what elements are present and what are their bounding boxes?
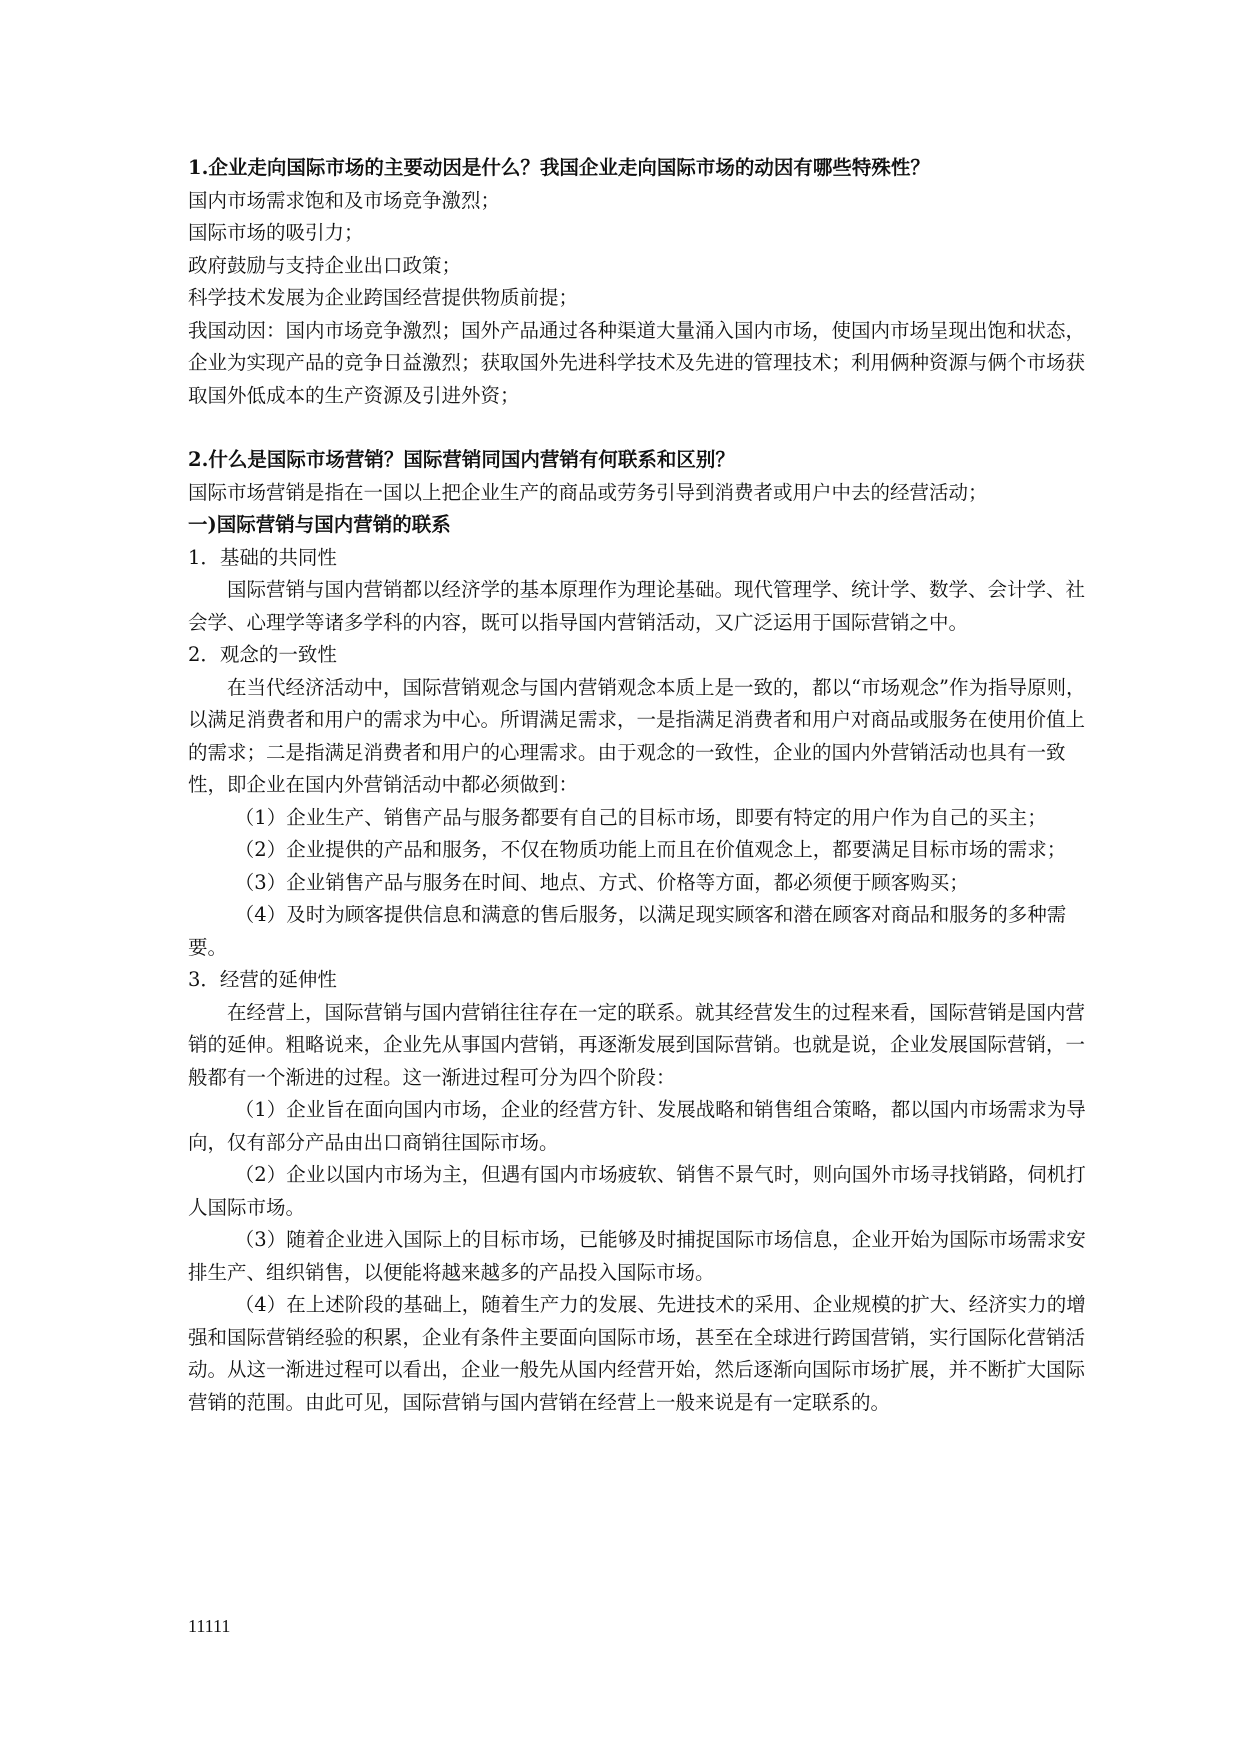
list-item: （4）及时为顾客提供信息和满意的售后服务，以满足现实顾客和潜在顾客对商品和服务的多种需要。 [188,903,1067,959]
list-item: （1）企业旨在面向国内市场，企业的经营方针、发展战略和销售组合策略，都以国内市场需求为导向，仅有部分产品由出口商销往国际市场。 [188,1098,1086,1154]
section-heading: 一)国际营销与国内营销的联系 [188,513,451,536]
paragraph: 在当代经济活动中，国际营销观念与国内营销观念本质上是一致的，都以“市场观念”作为指导原则，以满足消费者和用户的需求为中心。所谓满足需求，一是指满足消费者和用户对商品或服务在使用价值上的需求；二是指满足消费者和用户的心理需求。由于观念的一致性，企业的国内外营销活动也具有一致性，即企业在国内外营销活动中都必须做到： [188,675,1086,796]
q1-line: 国内市场需求饱和及市场竞争激烈； [188,188,501,212]
q2-definition: 国际市场营销是指在一国以上把企业生产的商品或劳务引导到消费者或用户中去的经营活动； [188,480,988,504]
subsection-heading: 2．观念的一致性 [188,643,337,666]
page-footer: 11111 [188,1616,231,1636]
list-item: （3）随着企业进入国际上的目标市场，已能够及时捕捉国际市场信息，企业开始为国际市场需求安排生产、组织销售，以便能将越来越多的产品投入国际市场。 [188,1228,1086,1284]
subsection-heading: 1．基础的共同性 [188,545,337,569]
question-1-title: 1.企业走向国际市场的主要动因是什么？我国企业走向国际市场的动因有哪些特殊性？ [188,156,930,179]
list-item: （4）在上述阶段的基础上，随着生产力的发展、先进技术的采用、企业规模的扩大、经济实力的增强和国际营销经验的积累，企业有条件主要面向国际市场，甚至在全球进行跨国营销，实行国际化营销活动。从这一渐进过程可以看出，企业一般先从国内经营开始，然后逐渐向国际市场扩展，并不断扩大国际营销的范围。由此可见，国际营销与国内营销在经营上一般来说是有一定联系的。 [188,1293,1086,1414]
paragraph: 在经营上，国际营销与国内营销往往存在一定的联系。就其经营发生的过程来看，国际营销是国内营销的延伸。粗略说来，企业先从事国内营销，再逐渐发展到国际营销。也就是说，企业发展国际营销，一般都有一个渐进的过程。这一渐进过程可分为四个阶段： [188,1000,1086,1089]
q1-line: 政府鼓励与支持企业出口政策； [188,253,462,277]
list-item: （3）企业销售产品与服务在时间、地点、方式、价格等方面，都必须便于顾客购买； [234,870,969,894]
list-item: （2）企业提供的产品和服务，不仅在物质功能上而且在价值观念上，都要满足目标市场的需求； [234,838,1067,861]
document-body [188,152,1088,1419]
paragraph: 国际营销与国内营销都以经济学的基本原理作为理论基础。现代管理学、统计学、数学、会计学、社会学、心理学等诸多学科的内容，既可以指导国内营销活动，又广泛运用于国际营销之中。 [188,578,1086,634]
question-2-title: 2.什么是国际市场营销？国际营销同国内营销有何联系和区别？ [188,448,735,471]
list-item: （2）企业以国内市场为主，但遇有国内市场疲软、销售不景气时，则向国外市场寻找销路，伺机打人国际市场。 [188,1163,1086,1219]
q1-line: 我国动因：国内市场竞争激烈；国外产品通过各种渠道大量涌入国内市场，使国内市场呈现出饱和状态，企业为实现产品的竞争日益激烈；获取国外先进科学技术及先进的管理技术；利用俩种资源与俩个市场获取国外低成本的生产资源及引进外资； [188,318,1086,407]
subsection-heading: 3．经营的延伸性 [188,968,337,991]
q1-line: 科学技术发展为企业跨国经营提供物质前提； [188,286,579,309]
q1-line: 国际市场的吸引力； [188,221,364,244]
list-item: （1）企业生产、销售产品与服务都要有自己的目标市场，即要有特定的用户作为自己的买主； [234,805,1047,829]
